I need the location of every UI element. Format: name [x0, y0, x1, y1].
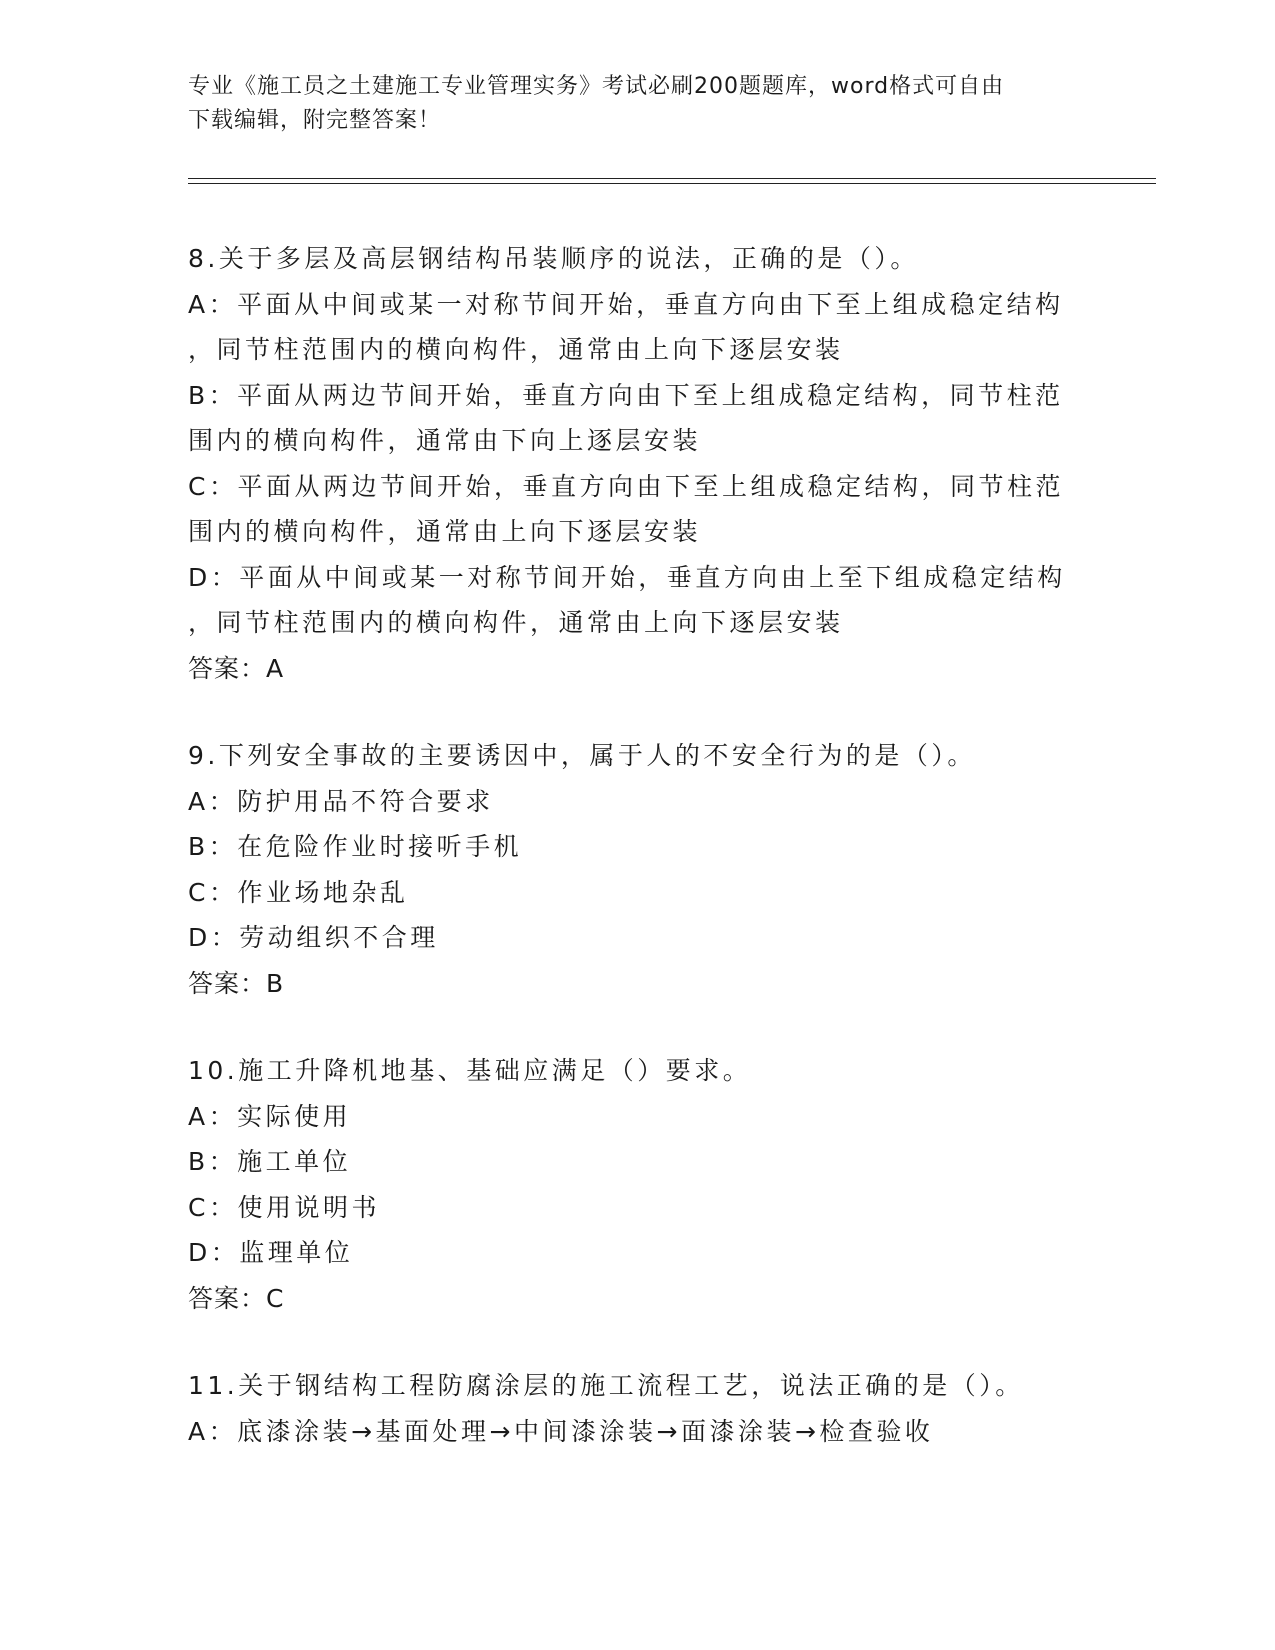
question-9 — [188, 733, 1088, 1006]
header-divider-top — [188, 178, 1156, 179]
document-header — [188, 70, 1088, 138]
question-10 — [188, 1048, 1088, 1321]
option-a: A：防护用品不符合要求 — [188, 786, 494, 816]
option-c: C：平面从两边节间开始，垂直方向由下至上组成稳定结构，同节柱范 — [188, 471, 1064, 501]
option-a: A：底漆涂装→基面处理→中间漆涂装→面漆涂装→检查验收 — [188, 1416, 934, 1446]
question-stem: 9.下列安全事故的主要诱因中，属于人的不安全行为的是（）。 — [188, 741, 976, 770]
answer: 答案：A — [188, 653, 285, 683]
question-8 — [188, 236, 1088, 691]
option-d-continued: ，同节柱范围内的横向构件，通常由上向下逐层安装 — [188, 608, 844, 637]
answer: 答案：C — [188, 1283, 285, 1313]
option-c: C：使用说明书 — [188, 1192, 380, 1222]
option-d: D：平面从中间或某一对称节间开始，垂直方向由上至下组成稳定结构 — [188, 562, 1066, 592]
option-b: B：平面从两边节间开始，垂直方向由下至上组成稳定结构，同节柱范 — [188, 380, 1064, 410]
question-list — [188, 236, 1088, 1496]
header-line-2: 下载编辑，附完整答案！ — [188, 108, 442, 133]
option-c-continued: 围内的横向构件，通常由上向下逐层安装 — [188, 517, 702, 546]
option-a: A：平面从中间或某一对称节间开始，垂直方向由下至上组成稳定结构 — [188, 289, 1064, 319]
option-c: C：作业场地杂乱 — [188, 877, 409, 907]
header-divider-bottom — [188, 183, 1156, 184]
option-a-continued: ，同节柱范围内的横向构件，通常由上向下逐层安装 — [188, 335, 844, 364]
option-b: B：施工单位 — [188, 1147, 352, 1176]
option-d: D：监理单位 — [188, 1238, 354, 1267]
header-line-1: 专业《施工员之土建施工专业管理实务》考试必刷200题题库，word格式可自由 — [188, 74, 1005, 99]
option-a: A：实际使用 — [188, 1101, 352, 1131]
answer: 答案：B — [188, 968, 285, 998]
option-b: B：在危险作业时接听手机 — [188, 832, 523, 861]
question-stem: 8.关于多层及高层钢结构吊装顺序的说法，正确的是（）。 — [188, 244, 919, 273]
option-b-continued: 围内的横向构件，通常由下向上逐层安装 — [188, 426, 702, 455]
question-11 — [188, 1363, 1088, 1454]
question-stem: 10.施工升降机地基、基础应满足（）要求。 — [188, 1056, 752, 1085]
question-stem: 11.关于钢结构工程防腐涂层的施工流程工艺，说法正确的是（）。 — [188, 1371, 1024, 1400]
option-d: D：劳动组织不合理 — [188, 923, 439, 952]
